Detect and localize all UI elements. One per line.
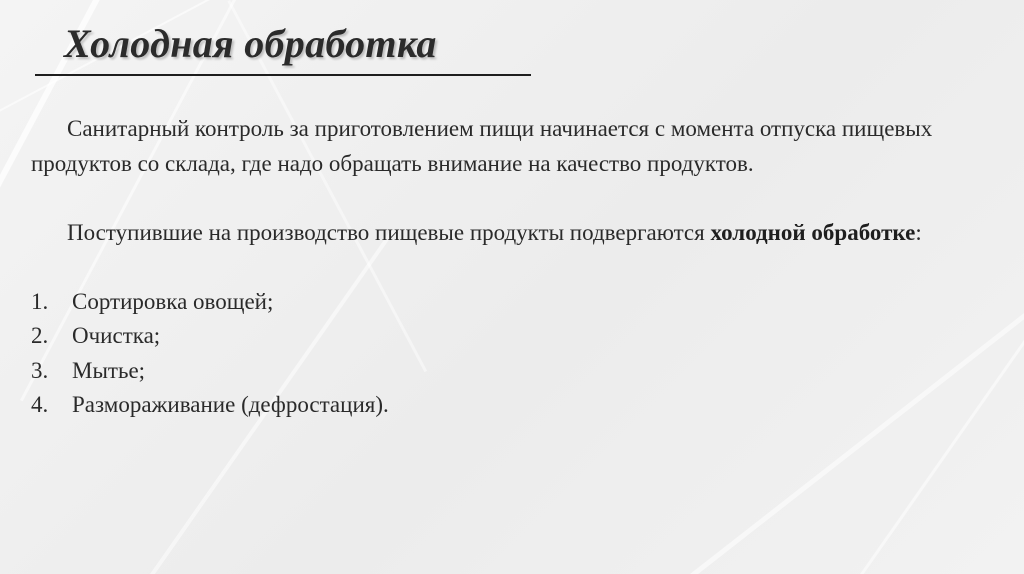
processing-steps-list — [31, 285, 991, 423]
title-underline — [35, 74, 531, 76]
paragraph-bold-term: холодной обработке — [710, 219, 916, 245]
list-item-text: Размораживание (дефростация). — [72, 392, 389, 417]
list-item — [31, 388, 991, 423]
slide-title: Холодная обработка — [64, 21, 437, 66]
paragraph-tail: : — [915, 219, 922, 245]
list-item — [31, 354, 991, 389]
slide-body — [31, 112, 991, 423]
list-item — [31, 285, 991, 320]
list-item-number: 3. — [31, 357, 49, 383]
list-item-number: 4. — [31, 392, 49, 417]
list-item-text: Сортировка овощей; — [72, 288, 274, 314]
paragraph-cold-processing — [31, 216, 991, 251]
list-item-number: 1. — [31, 288, 49, 314]
list-item-text: Мытье; — [72, 357, 146, 383]
list-item — [31, 319, 991, 354]
paragraph-sanitary-control: Санитарный контроль за приготовлением пищи начинается с момента отпуска пищевых продуктов со склада, где надо обращать внимание на качество продуктов. — [31, 116, 933, 176]
paragraph-text: Поступившие на производство пищевые продукты подвергаются — [67, 219, 705, 245]
list-item-number: 2. — [31, 323, 49, 348]
list-item-text: Очистка; — [72, 323, 161, 348]
